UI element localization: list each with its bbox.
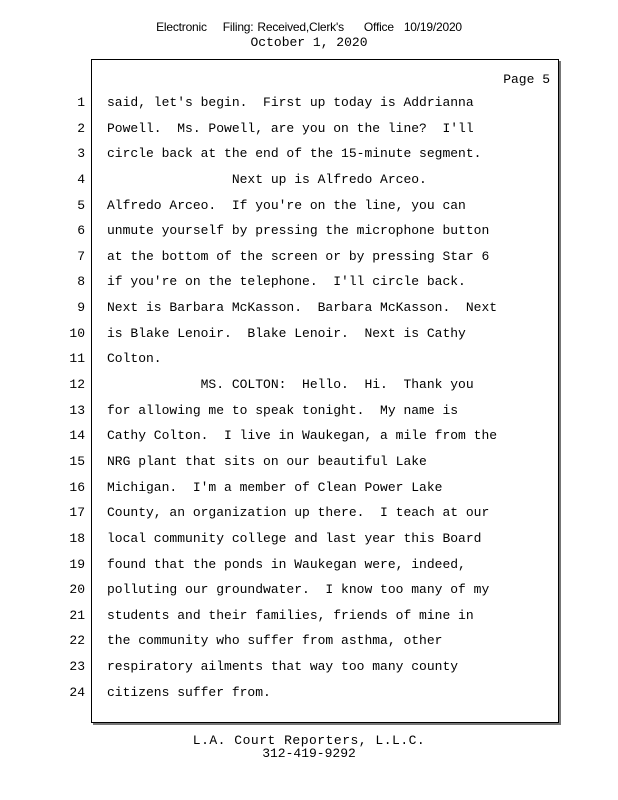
line-number: 23 <box>69 659 85 675</box>
transcript-line <box>0 475 618 501</box>
line-number: 6 <box>77 223 85 239</box>
line-text: the community who suffer from asthma, other <box>107 633 443 649</box>
page-number: Page 5 <box>503 72 550 87</box>
transcript-line <box>0 346 618 372</box>
reporter-company: L.A. Court Reporters, L.L.C. <box>192 733 426 748</box>
transcript-line <box>0 500 618 526</box>
filing-stamp <box>0 20 618 34</box>
line-number: 9 <box>77 300 85 316</box>
line-number: 20 <box>69 582 85 598</box>
line-number: 8 <box>77 274 85 290</box>
line-number: 2 <box>77 120 85 136</box>
transcript-line <box>0 552 618 578</box>
transcript-line <box>0 218 618 244</box>
line-number: 12 <box>69 377 85 393</box>
line-text: if you're on the telephone. I'll circle back. <box>107 274 466 290</box>
transcript-line <box>0 680 618 706</box>
line-text: respiratory ailments that way too many county <box>107 659 459 675</box>
stamp-electronic: Electronic <box>156 20 207 34</box>
line-text: Michigan. I'm a member of Clean Power Lake <box>107 479 443 495</box>
transcript-line <box>0 398 618 424</box>
line-number: 16 <box>69 479 85 495</box>
line-text: said, let's begin. First up today is Addrianna <box>107 95 474 110</box>
line-text: polluting our groundwater. I know too many of my <box>107 582 490 598</box>
line-text: found that the ponds in Waukegan were, indeed, <box>107 556 466 572</box>
line-number: 11 <box>69 351 85 367</box>
line-text: is Blake Lenoir. Blake Lenoir. Next is Cathy <box>107 325 466 341</box>
line-number: 4 <box>77 171 85 187</box>
line-number: 15 <box>69 453 85 469</box>
line-number: 17 <box>69 505 85 521</box>
hearing-date: October 1, 2020 <box>250 35 368 50</box>
line-text: County, an organization up there. I teach at our <box>107 505 490 521</box>
line-number: 3 <box>77 146 85 162</box>
line-text: Powell. Ms. Powell, are you on the line? I'll <box>107 120 474 136</box>
line-number: 7 <box>77 248 85 264</box>
line-text: MS. COLTON: Hello. Hi. Thank you <box>107 377 474 393</box>
line-number: 10 <box>69 325 85 341</box>
line-number: 22 <box>69 633 85 649</box>
transcript-line <box>0 449 618 475</box>
line-text: Next up is Alfredo Arceo. <box>107 171 427 187</box>
line-text: Colton. <box>107 351 162 367</box>
transcript-line <box>0 269 618 295</box>
reporter-phone: 312-419-9292 <box>262 746 356 761</box>
line-number: 21 <box>69 607 85 623</box>
line-number: 5 <box>77 197 85 213</box>
transcript-line <box>0 628 618 654</box>
line-text: local community college and last year this Board <box>107 530 482 546</box>
line-text: for allowing me to speak tonight. My name is <box>107 402 459 418</box>
transcript-line <box>0 167 618 193</box>
line-text: Cathy Colton. I live in Waukegan, a mile from the <box>107 428 498 444</box>
stamp-received: Received,Clerk's <box>257 20 344 34</box>
transcript-line <box>0 321 618 347</box>
transcript-line <box>0 141 618 167</box>
transcript-line <box>0 577 618 603</box>
line-number: 24 <box>69 684 85 700</box>
stamp-filing: Filing: <box>222 20 254 34</box>
line-text: NRG plant that sits on our beautiful Lake <box>107 453 427 469</box>
transcript-lines <box>0 90 618 705</box>
transcript-line <box>0 193 618 219</box>
line-text: at the bottom of the screen or by pressing Star 6 <box>107 248 490 264</box>
line-text: circle back at the end of the 15-minute segment. <box>107 146 482 162</box>
transcript-line <box>0 244 618 270</box>
transcript-line <box>0 295 618 321</box>
line-number: 18 <box>69 530 85 546</box>
stamp-date: 10/19/2020 <box>403 20 462 34</box>
line-text: Alfredo Arceo. If you're on the line, you can <box>107 197 466 213</box>
transcript-line <box>0 526 618 552</box>
line-number: 19 <box>69 556 85 572</box>
line-text: Next is Barbara McKasson. Barbara McKasson. Next <box>107 300 498 316</box>
transcript-line <box>0 116 618 142</box>
line-text: students and their families, friends of mine in <box>107 607 474 623</box>
transcript-line <box>0 90 618 116</box>
transcript-line <box>0 654 618 680</box>
transcript-line <box>0 372 618 398</box>
line-number: 1 <box>77 95 85 110</box>
transcript-line <box>0 423 618 449</box>
line-text: citizens suffer from. <box>107 684 271 700</box>
line-number: 13 <box>69 402 85 418</box>
line-text: unmute yourself by pressing the microphone button <box>107 223 490 239</box>
stamp-office: Office <box>363 20 394 34</box>
line-number: 14 <box>69 428 85 444</box>
transcript-line <box>0 603 618 629</box>
